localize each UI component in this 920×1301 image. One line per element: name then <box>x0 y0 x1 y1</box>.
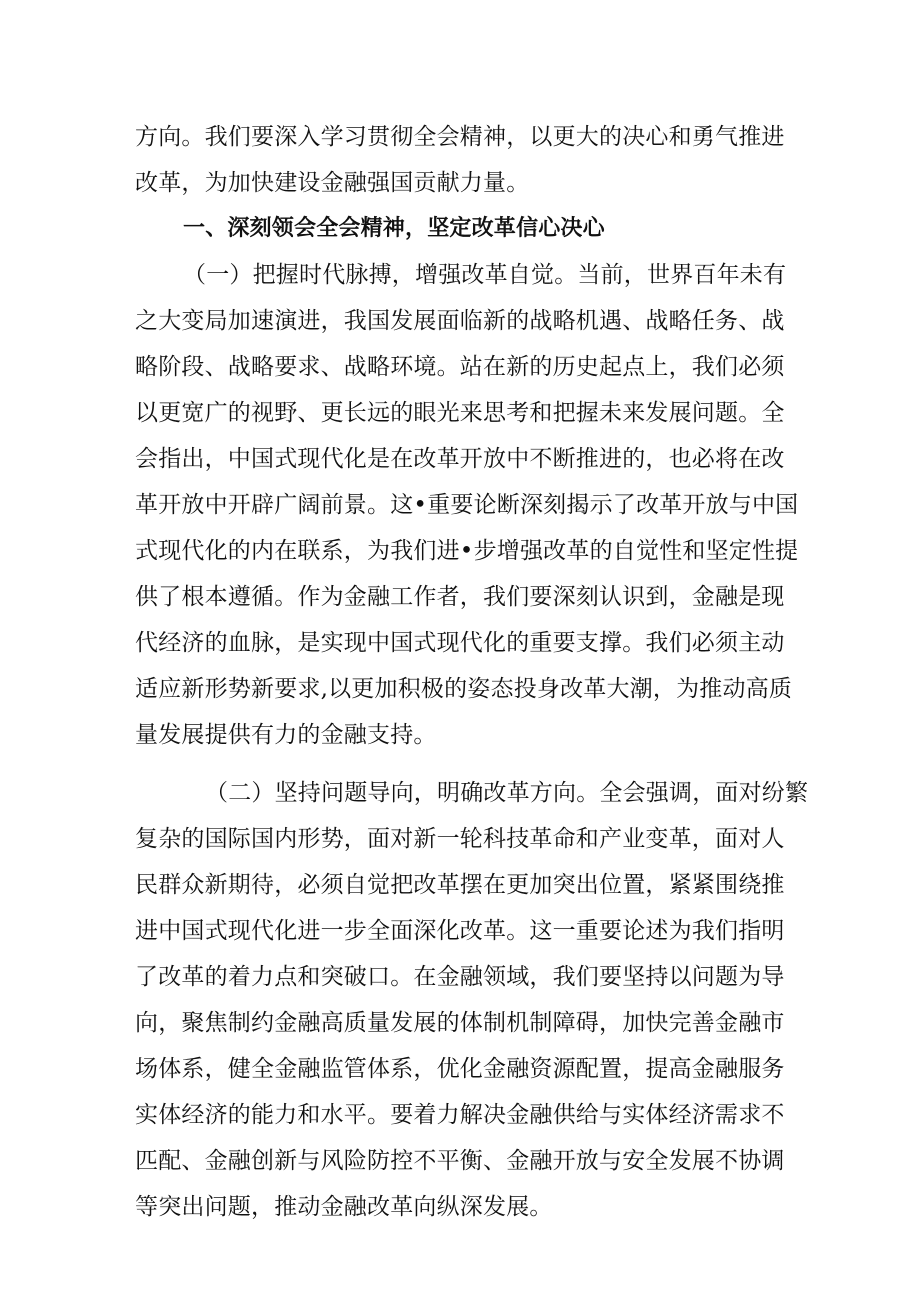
text-line: 了改革的着力点和突破口。在金融领域，我们要坚持以问题为导 <box>135 964 785 990</box>
text-line: 匹配、金融创新与风险防控不平衡、金融开放与安全发展不协调 <box>135 1148 785 1174</box>
text-line: （一）把握时代脉搏，增强改革自觉。当前，世界百年未有 <box>183 262 787 288</box>
text-line: 改革，为加快建设金融强国贡献力量。 <box>135 170 530 196</box>
paragraph-gap <box>135 758 787 770</box>
text-line: 革开放中开辟广阔前景。这•重要论断深刻揭示了改革开放与中国 <box>135 492 799 518</box>
paragraph-1 <box>135 252 799 758</box>
section-heading: 一、深刻领会全会精神，坚定改革信心决心 <box>183 216 605 241</box>
document-body <box>135 114 809 1230</box>
text-line: 量发展提供有力的金融支持。 <box>135 722 437 748</box>
text-line: 供了根本遵循。作为金融工作者，我们要深刻认识到，金融是现 <box>135 584 785 610</box>
text-line: 之大变局加速演进，我国发展面临新的战略机遇、战略任务、战 <box>135 308 785 334</box>
text-line: 以更宽广的视野、更长远的眼光来思考和把握未来发展问题。全 <box>135 400 785 426</box>
text-line: 适应新形势新要求,以更加积极的姿态投身改革大潮，为推动高质 <box>135 676 793 702</box>
text-line: 略阶段、战略要求、战略环境。站在新的历史起点上，我们必须 <box>135 354 785 380</box>
text-line: 向，聚焦制约金融高质量发展的体制机制障碍，加快完善金融市 <box>135 1010 785 1036</box>
text-line: 实体经济的能力和水平。要着力解决金融供给与实体经济需求不 <box>135 1102 785 1128</box>
text-line: 代经济的血脉，是实现中国式现代化的重要支撑。我们必须主动 <box>135 630 785 656</box>
text-line: 场体系，健全金融监管体系，优化金融资源配置，提高金融服务 <box>135 1056 785 1082</box>
text-line: 进中国式现代化进一步全面深化改革。这一重要论述为我们指明 <box>135 918 785 944</box>
text-line: 等突出问题，推动金融改革向纵深发展。 <box>135 1194 553 1220</box>
paragraph-2 <box>135 770 809 1230</box>
text-line: 方向。我们要深入学习贯彻全会精神，以更大的决心和勇气推进 <box>135 124 785 150</box>
text-line: 式现代化的内在联系，为我们进•步增强改革的自觉性和坚定性提 <box>135 538 799 564</box>
text-line: 民群众新期待，必须自觉把改革摆在更加突出位置，紧紧围绕推 <box>135 872 785 898</box>
text-line: 复杂的国际国内形势，面对新一轮科技革命和产业变革，面对人 <box>135 826 785 852</box>
text-line: （二）坚持问题导向，明确改革方向。全会强调，面对纷繁 <box>205 780 809 806</box>
text-line: 会指出，中国式现代化是在改革开放中不断推进的，也必将在改 <box>135 446 785 472</box>
intro-paragraph <box>135 114 787 206</box>
